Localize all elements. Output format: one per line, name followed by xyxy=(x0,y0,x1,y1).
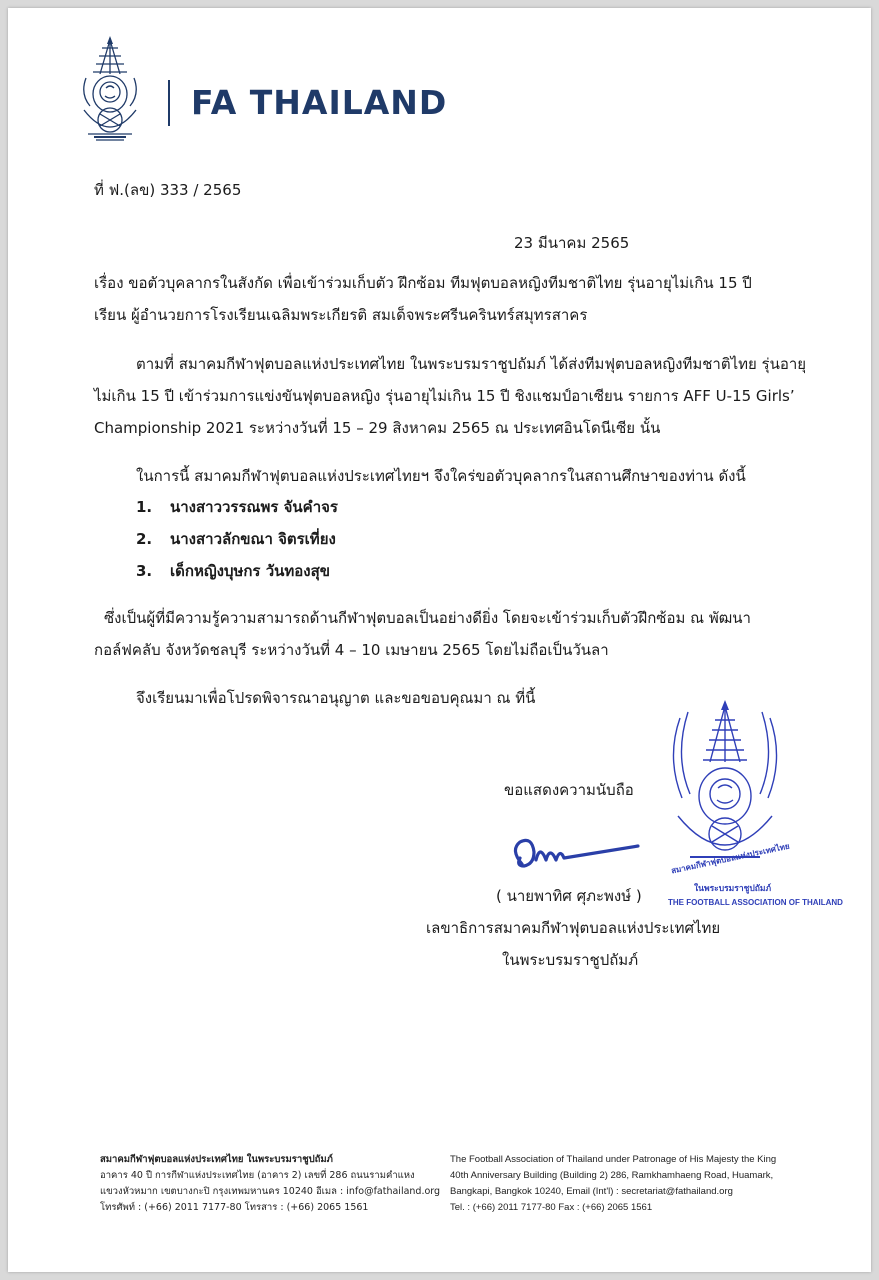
fa-thailand-emblem-icon xyxy=(72,34,148,152)
paragraph-3-line: กอล์ฟคลับ จังหวัดชลบุรี ระหว่างวันที่ 4 – 10 เมษายน 2565 โดยไม่ถือเป็นวันลา xyxy=(94,641,609,659)
recipient-line: เรียน ผู้อำนวยการโรงเรียนเฉลิมพระเกียรติ สมเด็จพระศรีนครินทร์สมุทรสาคร xyxy=(94,306,588,324)
paragraph-4: จึงเรียนมาเพื่อโปรดพิจารณาอนุญาต และขอขอบคุณมา ณ ที่นี้ xyxy=(136,689,536,707)
closing-text: ขอแสดงความนับถือ xyxy=(504,781,634,799)
list-item-name: เด็กหญิงบุษกร วันทองสุข xyxy=(170,562,331,580)
document-reference: ที่ ฟ.(ลข) 333 / 2565 xyxy=(94,181,242,199)
signature-image xyxy=(508,834,648,882)
letter-page xyxy=(8,8,871,1272)
paragraph-1-line: ไม่เกิน 15 ปี เข้าร่วมการแข่งขันฟุตบอลหญิง รุ่นอายุไม่เกิน 15 ปี ชิงแชมป์อาเซียน รายการ AFF U-15 Girls’ xyxy=(94,387,795,405)
footer-en-line: Bangkapi, Bangkok 10240, Email (Int'l) : secretariat@fathailand.org xyxy=(450,1186,733,1197)
footer-th-line: แขวงหัวหมาก เขตบางกะปิ กรุงเทพมหานคร 10240 อีเมล : info@fathailand.org xyxy=(100,1186,441,1197)
footer-th-line: สมาคมกีฬาฟุตบอลแห่งประเทศไทย ในพระบรมราชูปถัมภ์ xyxy=(100,1154,333,1165)
seal-thai-text: ในพระบรมราชูปถัมภ์ xyxy=(694,884,772,894)
paragraph-1-line: ตามที่ สมาคมกีฬาฟุตบอลแห่งประเทศไทย ในพระบรมราชูปถัมภ์ ได้ส่งทีมฟุตบอลหญิงทีมชาติไทย รุ่นอายุ xyxy=(136,355,807,373)
paragraph-1-line: Championship 2021 ระหว่างวันที่ 15 – 29 สิงหาคม 2565 ณ ประเทศอินโดนีเซีย นั้น xyxy=(94,419,661,437)
seal-ring-text: สมาคมกีฬาฟุตบอลแห่งประเทศไทย xyxy=(670,841,791,876)
list-item-name: นางสาวลักขณา จิตรเที่ยง xyxy=(170,530,336,548)
signer-title: เลขาธิการสมาคมกีฬาฟุตบอลแห่งประเทศไทย xyxy=(426,919,721,937)
footer-en-line: The Football Association of Thailand under Patronage of His Majesty the King xyxy=(450,1154,777,1165)
paragraph-3-line: ซึ่งเป็นผู้ที่มีความรู้ความสามารถด้านกีฬาฟุตบอลเป็นอย่างดียิ่ง โดยจะเข้าร่วมเก็บตัวฝึกซ้อม ณ พัฒนา xyxy=(104,609,751,627)
footer-en-line: Tel. : (+66) 2011 7177-80 Fax : (+66) 2065 1561 xyxy=(450,1202,653,1213)
list-item-number: 2. xyxy=(136,530,153,548)
list-item-number: 3. xyxy=(136,562,153,580)
list-item-name: นางสาววรรณพร จันคำจร xyxy=(170,498,338,516)
footer-en-line: 40th Anniversary Building (Building 2) 286, Ramkhamhaeng Road, Huamark, xyxy=(450,1170,774,1181)
subject-line: เรื่อง ขอตัวบุคลากรในสังกัด เพื่อเข้าร่วมเก็บตัว ฝึกซ้อม ทีมฟุตบอลหญิงทีมชาติไทย รุ่นอายุไม่เกิน 15 ปี xyxy=(94,274,752,292)
brand-title: FA THAILAND xyxy=(191,83,448,122)
paragraph-2: ในการนี้ สมาคมกีฬาฟุตบอลแห่งประเทศไทยฯ จึงใคร่ขอตัวบุคลากรในสถานศึกษาของท่าน ดังนี้ xyxy=(136,467,746,485)
footer-th-line: อาคาร 40 ปี การกีฬาแห่งประเทศไทย (อาคาร 2) เลขที่ 286 ถนนรามคำแหง xyxy=(100,1170,415,1181)
signer-name: ( นายพาทิศ ศุภะพงษ์ ) xyxy=(496,887,642,905)
document-date: 23 มีนาคม 2565 xyxy=(514,234,630,252)
footer-th-line: โทรศัพท์ : (+66) 2011 7177-80 โทรสาร : (+66) 2065 1561 xyxy=(100,1202,369,1213)
signer-title-patronage: ในพระบรมราชูปถัมภ์ xyxy=(502,951,639,969)
seal-english-text: THE FOOTBALL ASSOCIATION OF THAILAND xyxy=(668,898,843,907)
brand-divider xyxy=(168,80,170,126)
list-item-number: 1. xyxy=(136,498,153,516)
